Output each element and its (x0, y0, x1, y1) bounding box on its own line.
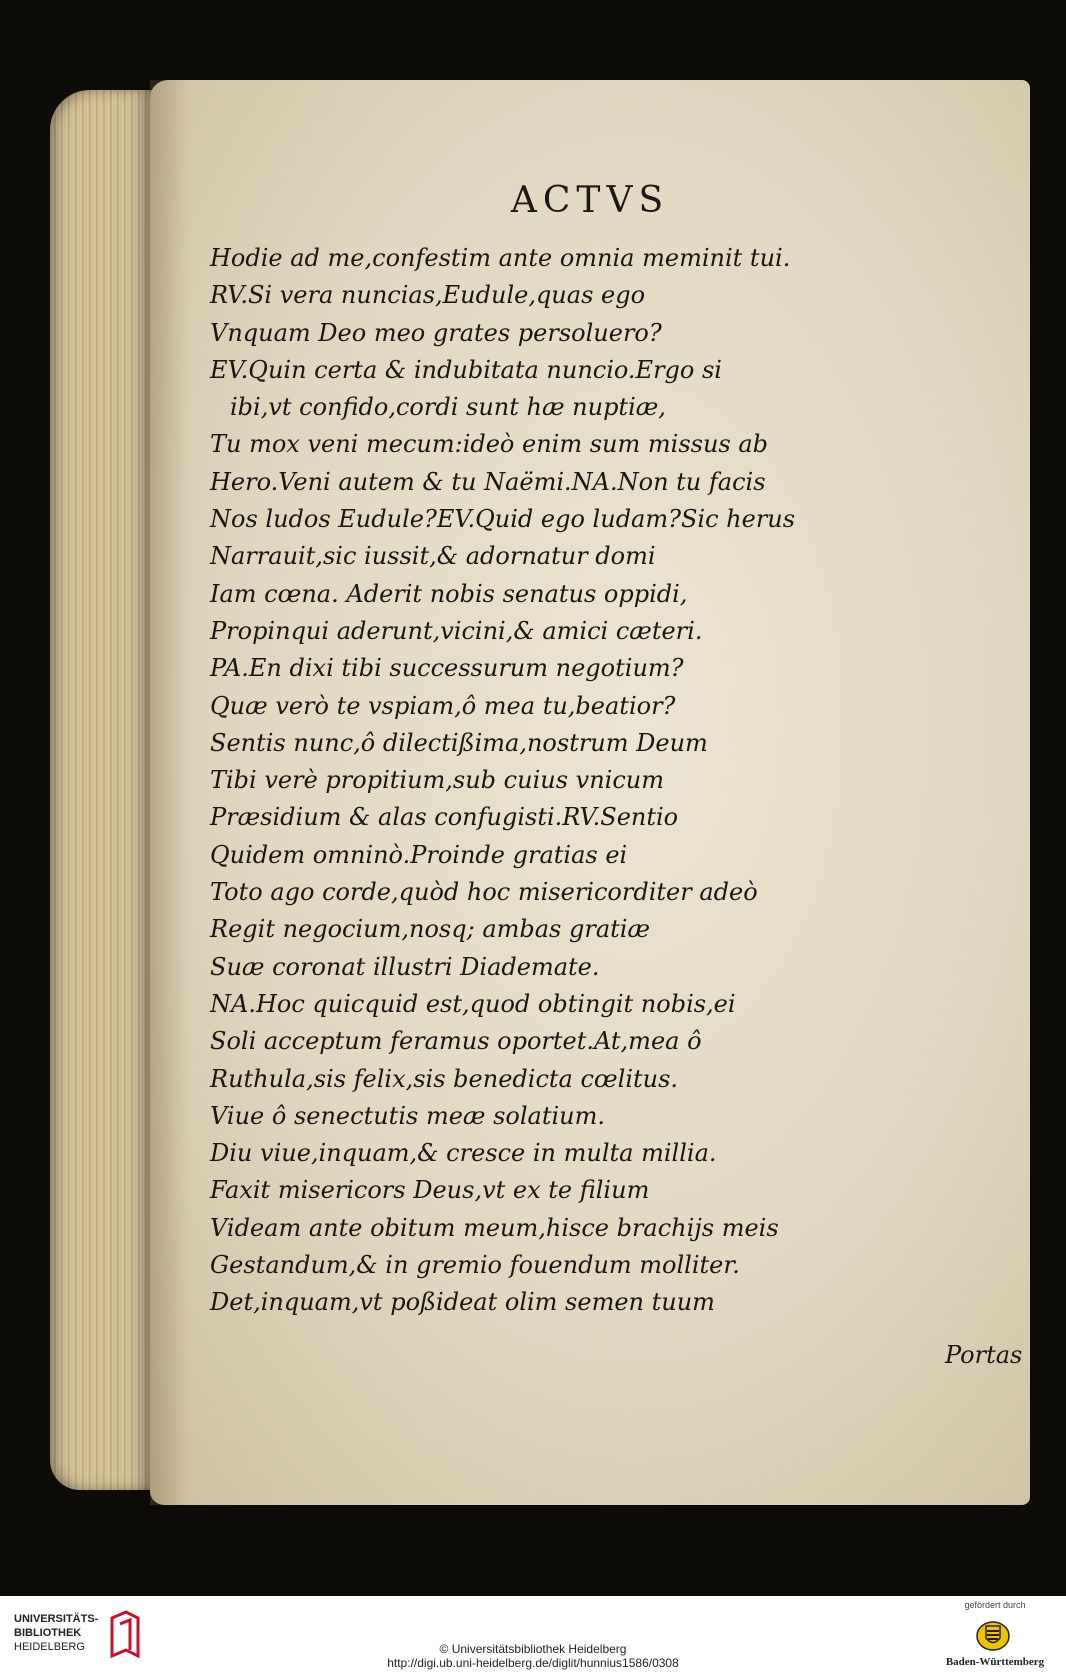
text-line: Propinqui aderunt,vicini,& amici cæteri. (210, 616, 703, 645)
text-line: Videam ante obitum meum,hisce brachijs meis (210, 1213, 779, 1242)
text-line: Regit negocium,nosq; ambas gratiæ (210, 915, 651, 944)
running-heading: ACTVS (510, 180, 670, 221)
text-line: Quæ verò te vspiam,ô mea tu,beatior? (210, 691, 676, 720)
text-line: Vnquam Deo meo grates persoluero? (210, 318, 662, 347)
copyright-notice (300, 1642, 766, 1670)
copyright-text: © Universitätsbibliothek Heidelberg (439, 1642, 627, 1656)
permalink-url[interactable]: http://digi.ub.uni-heidelberg.de/diglit/hunnius1586/0308 (387, 1656, 679, 1670)
text-line: NA.Hoc quicquid est,quod obtingit nobis,ei (210, 989, 736, 1018)
text-line: Sentis nunc,ô dilectißima,nostrum Deum (210, 728, 708, 757)
text-line: Hero.Veni autem & tu Naëmi.NA.Non tu facis (210, 467, 766, 496)
footer-bar (0, 1596, 1066, 1673)
text-line: Narrauit,sic iussit,& adornatur domi (210, 542, 656, 571)
text-line: Det,inquam,vt poßideat olim semen tuum (210, 1288, 715, 1317)
catchword: Portas (945, 1341, 1023, 1369)
text-line: Viue ô senectutis meæ solatium. (210, 1101, 606, 1130)
coat-of-arms-icon (975, 1620, 1011, 1652)
text-line: Suæ coronat illustri Diademate. (210, 952, 600, 981)
text-line: PA.En dixi tibi successurum negotium? (210, 654, 684, 683)
library-logo-icon[interactable] (108, 1610, 142, 1660)
text-line: Tibi verè propitium,sub cuius vnicum (210, 766, 664, 795)
sponsor-name: Baden-Württemberg (945, 1656, 1045, 1668)
text-line: Hodie ad me,confestim ante omnia meminit tui. (210, 244, 791, 272)
text-line: Diu viue,inquam,& cresce in multa millia. (210, 1139, 717, 1168)
text-line: Toto ago corde,quòd hoc misericorditer adeò (210, 878, 758, 907)
text-line: ibi,vt confido,cordi sunt hæ nuptiæ, (230, 393, 666, 422)
text-line: Iam cœna. Aderit nobis senatus oppidi, (210, 579, 688, 608)
text-line: EV.Quin certa & indubitata nuncio.Ergo si (210, 355, 722, 384)
library-name-line: UNIVERSITÄTS- (14, 1613, 99, 1625)
text-line: Nos ludos Eudule?EV.Quid ego ludam?Sic herus (210, 505, 796, 534)
text-line: Præsidium & alas confugisti.RV.Sentio (210, 803, 679, 832)
text-line: Ruthula,sis felix,sis benedicta cœlitus. (210, 1064, 679, 1093)
library-logo-text[interactable] (14, 1612, 108, 1654)
text-line: Gestandum,& in gremio fouendum molliter. (210, 1251, 740, 1280)
text-lines (210, 240, 795, 1322)
library-name-line: BIBLIOTHEK (14, 1627, 82, 1639)
library-name-line: HEIDELBERG (14, 1641, 85, 1653)
text-line: RV.Si vera nuncias,Eudule,quas ego (210, 281, 646, 310)
text-line: Faxit misericors Deus,vt ex te filium (210, 1176, 650, 1205)
sponsor-label: gefördert durch (964, 1600, 1026, 1610)
page-gutter-shadow (150, 80, 190, 1505)
text-line: Tu mox veni mecum:ideò enim sum missus ab (210, 430, 769, 459)
text-line: Soli acceptum feramus oportet.At,mea ô (210, 1027, 702, 1056)
text-line: Quidem omninò.Proinde gratias ei (210, 840, 628, 869)
